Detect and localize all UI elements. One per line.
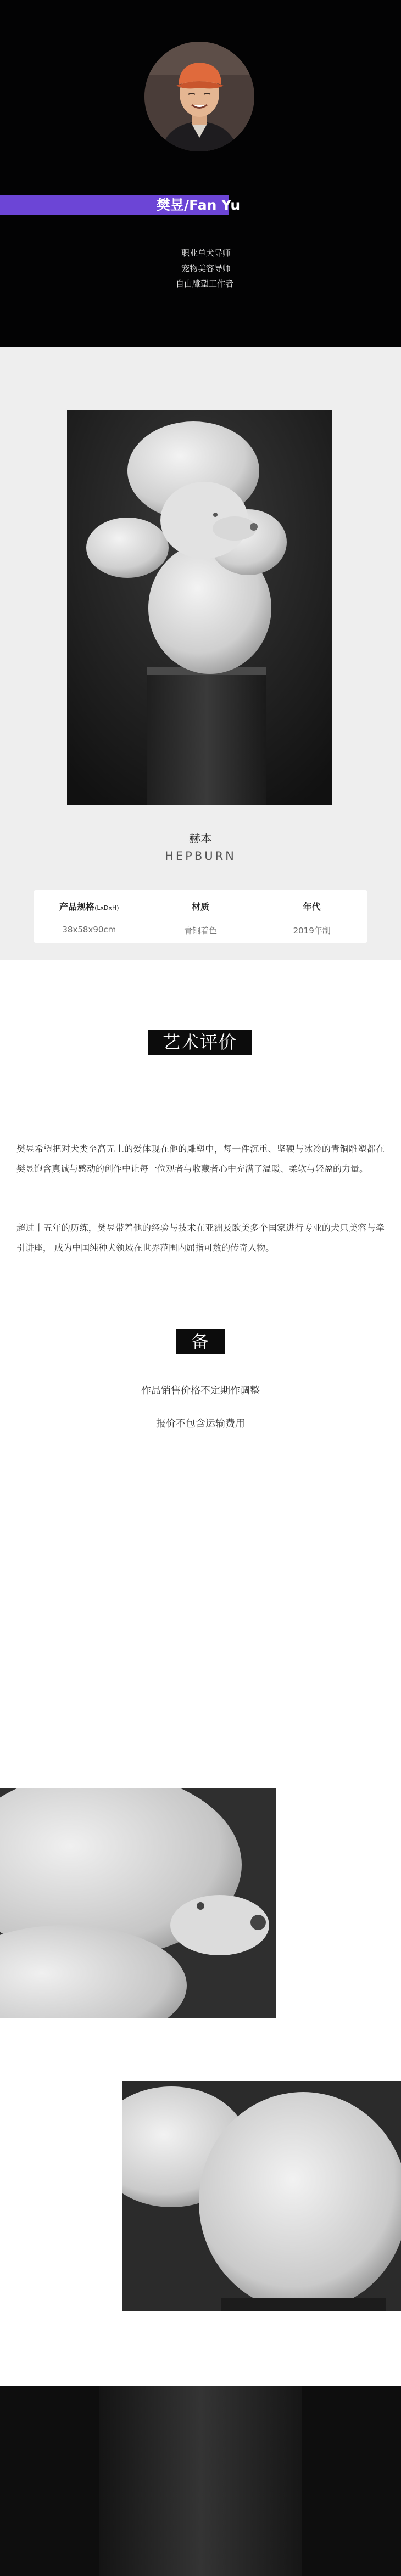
note-line-1: 作品销售价格不定期作调整 [141,1385,260,1397]
spec-dimensions [34,890,145,943]
sculpture-pedestal-image [0,2386,401,2576]
artwork-title-cn: 赫本 [189,832,212,845]
review-paragraph-2: 超过十五年的历练，樊昱带着他的经验与技术在亚洲及欧美多个国家进行专业的犬只美容与牵引讲座， 成为中国纯种犬领域在世界范围内屈指可数的传奇人物。 [16,1223,385,1253]
artist-avatar [144,42,254,151]
poodle-sculpture-image [67,410,332,805]
spec-label: 年代 [303,902,321,912]
spec-material [145,890,257,943]
artist-role-3: 自由雕塑工作者 [176,279,234,289]
sculpture-body-closeup-image [122,2081,401,2311]
notes-heading: 备注 [176,1329,225,1354]
artist-role-1: 职业单犬导师 [181,248,231,258]
spec-label: 材质 [192,902,210,912]
artwork-section [0,347,401,960]
review-paragraph-1: 樊昱希望把对犬类至高无上的爱体现在他的雕塑中，每一件沉重、坚硬与冰冷的青铜雕塑都在樊昱饱含真诚与感动的创作中让每一位观者与收藏者心中充满了温暖、柔软与轻盈的力量。 [16,1144,385,1174]
artist-portrait-image [144,42,254,151]
sculpture-head-closeup-image [0,1788,276,2018]
spec-value: 青铜着色 [184,926,218,936]
artist-header [0,0,401,347]
artwork-photo [67,410,332,805]
spec-label: 产品规格(LxDxH) [59,902,119,912]
spec-year [256,890,367,943]
spec-value: 2019年制 [293,926,331,936]
spec-value: 38x58x90cm [62,925,116,935]
artist-name: 樊昱/Fan Yu [157,197,241,213]
artwork-specs-card [34,890,367,943]
review-section [0,960,401,1788]
detail-photo-head [0,1788,276,2018]
artist-role-2: 宠物美容导师 [181,263,231,273]
detail-photos-section [0,1788,401,2576]
review-heading: 艺术评价 [148,1030,252,1055]
detail-photo-body [122,2081,401,2311]
artwork-title-en: HEPBURN [165,850,236,863]
note-line-2: 报价不包含运输费用 [156,1418,245,1430]
detail-photo-pedestal [0,2386,401,2576]
